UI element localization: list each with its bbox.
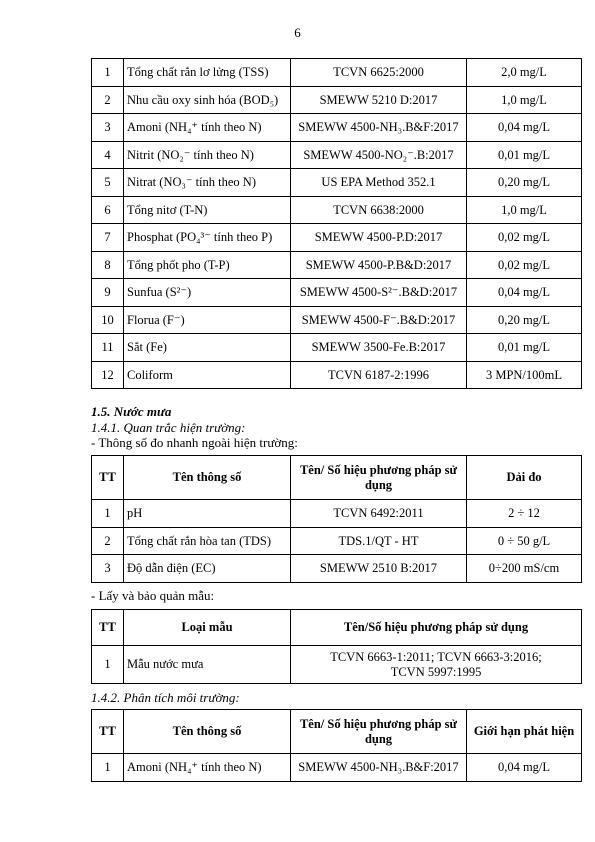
cell-param: Nhu cầu oxy sinh hóa (BOD₅): [124, 86, 291, 114]
table-row: [92, 86, 582, 114]
cell-param: Amoni (NH₄⁺ tính theo N): [124, 754, 291, 782]
table-row: [92, 754, 582, 782]
table-row: [92, 361, 582, 389]
cell-no: 6: [92, 196, 124, 224]
cell-method: SMEWW 3500-Fe.B:2017: [291, 334, 467, 362]
table-row: [92, 224, 582, 252]
table-row: [92, 169, 582, 197]
cell-param: Phosphat (PO₄³⁻ tính theo P): [124, 224, 291, 252]
cell-param: Amoni (NH₄⁺ tính theo N): [124, 114, 291, 142]
cell-param: Florua (F⁻): [124, 306, 291, 334]
header-method: Tên/Số hiệu phương pháp sử dụng: [291, 610, 582, 646]
cell-param: Nitrit (NO₂⁻ tính theo N): [124, 141, 291, 169]
cell-limit: 2,0 mg/L: [467, 59, 582, 87]
cell-range: 0 ÷ 50 g/L: [467, 527, 582, 555]
header-method: Tên/ Số hiệu phương pháp sử dụng: [291, 710, 467, 754]
table-row: [92, 114, 582, 142]
header-tt: TT: [92, 456, 124, 500]
cell-method: SMEWW 4500-F⁻.B&D:2017: [291, 306, 467, 334]
table-row: [92, 279, 582, 307]
cell-method: SMEWW 4500-S²⁻.B&D:2017: [291, 279, 467, 307]
cell-method: SMEWW 4500-P.B&D:2017: [291, 251, 467, 279]
cell-method: TCVN 6187-2:1996: [291, 361, 467, 389]
lab-analysis-table: [91, 709, 582, 782]
header-param: Tên thông số: [124, 710, 291, 754]
cell-no: 2: [92, 527, 124, 555]
cell-limit: 1,0 mg/L: [467, 196, 582, 224]
cell-no: 8: [92, 251, 124, 279]
page-number: 6: [294, 25, 301, 40]
cell-param: Độ dẫn điện (EC): [124, 555, 291, 583]
cell-limit: 0,20 mg/L: [467, 306, 582, 334]
table-row: [92, 646, 582, 684]
cell-limit: 0,04 mg/L: [467, 279, 582, 307]
cell-no: 1: [92, 754, 124, 782]
cell-no: 9: [92, 279, 124, 307]
cell-no: 1: [92, 646, 124, 684]
table-row: [92, 500, 582, 528]
cell-range: 0÷200 mS/cm: [467, 555, 582, 583]
table-row: [92, 141, 582, 169]
cell-method: SMEWW 2510 B:2017: [291, 555, 467, 583]
cell-no: 3: [92, 114, 124, 142]
cell-no: 1: [92, 59, 124, 87]
header-sample-type: Loại mẫu: [124, 610, 291, 646]
header-range: Dải đo: [467, 456, 582, 500]
cell-param: Sắt (Fe): [124, 334, 291, 362]
cell-no: 11: [92, 334, 124, 362]
cell-limit: 0,02 mg/L: [467, 224, 582, 252]
cell-no: 12: [92, 361, 124, 389]
cell-method: SMEWW 4500-NH₃.B&F:2017: [291, 754, 467, 782]
cell-range: 2 ÷ 12: [467, 500, 582, 528]
cell-limit: 0,02 mg/L: [467, 251, 582, 279]
cell-method: SMEWW 4500-NO₂⁻.B:2017: [291, 141, 467, 169]
cell-limit: 0,20 mg/L: [467, 169, 582, 197]
table-row: [92, 334, 582, 362]
section-heading-lab-analysis: 1.4.2. Phân tích môi trường:: [91, 690, 240, 705]
cell-method: TCVN 6492:2011: [291, 500, 467, 528]
sampling-label: - Lấy và bảo quản mẫu:: [91, 588, 215, 603]
cell-param: Tổng phốt pho (T-P): [124, 251, 291, 279]
cell-limit: 1,0 mg/L: [467, 86, 582, 114]
cell-param: Tổng chất rắn hòa tan (TDS): [124, 527, 291, 555]
cell-no: 2: [92, 86, 124, 114]
cell-limit: 0,04 mg/L: [467, 114, 582, 142]
cell-limit: 0,01 mg/L: [467, 141, 582, 169]
cell-param: Coliform: [124, 361, 291, 389]
analysis-table-continued: [91, 58, 582, 389]
cell-method: SMEWW 5210 D:2017: [291, 86, 467, 114]
cell-sample-type: Mẫu nước mưa: [124, 646, 291, 684]
table-row: [92, 527, 582, 555]
cell-method: TDS.1/QT - HT: [291, 527, 467, 555]
section-heading-rainwater: 1.5. Nước mưa: [91, 404, 172, 419]
header-method: Tên/ Số hiệu phương pháp sử dụng: [291, 456, 467, 500]
header-limit: Giới hạn phát hiện: [467, 710, 582, 754]
cell-no: 10: [92, 306, 124, 334]
cell-no: 4: [92, 141, 124, 169]
cell-no: 1: [92, 500, 124, 528]
section-heading-field-monitoring: 1.4.1. Quan trắc hiện trường:: [91, 420, 246, 435]
cell-param: pH: [124, 500, 291, 528]
cell-method: SMEWW 4500-NH₃.B&F:2017: [291, 114, 467, 142]
cell-param: Nitrat (NO₃⁻ tính theo N): [124, 169, 291, 197]
field-params-table: [91, 455, 582, 583]
cell-method: TCVN 6625:2000: [291, 59, 467, 87]
header-tt: TT: [92, 710, 124, 754]
cell-method: US EPA Method 352.1: [291, 169, 467, 197]
sampling-table: [91, 609, 582, 684]
header-param: Tên thông số: [124, 456, 291, 500]
cell-no: 7: [92, 224, 124, 252]
cell-no: 3: [92, 555, 124, 583]
cell-limit: 3 MPN/100mL: [467, 361, 582, 389]
cell-method: TCVN 6663-1:2011; TCVN 6663-3:2016; TCVN 5997:1995: [291, 646, 582, 684]
cell-param: Tổng chất rắn lơ lửng (TSS): [124, 59, 291, 87]
table-row: [92, 59, 582, 87]
cell-no: 5: [92, 169, 124, 197]
cell-method: TCVN 6638:2000: [291, 196, 467, 224]
table-row: [92, 251, 582, 279]
table-row: [92, 306, 582, 334]
table-row: [92, 555, 582, 583]
cell-limit: 0,01 mg/L: [467, 334, 582, 362]
cell-param: Sunfua (S²⁻): [124, 279, 291, 307]
cell-limit: 0,04 mg/L: [467, 754, 582, 782]
field-params-label: - Thông số đo nhanh ngoài hiện trường:: [91, 435, 298, 450]
table-row: [92, 196, 582, 224]
cell-param: Tổng nitơ (T-N): [124, 196, 291, 224]
header-tt: TT: [92, 610, 124, 646]
cell-method: SMEWW 4500-P.D:2017: [291, 224, 467, 252]
